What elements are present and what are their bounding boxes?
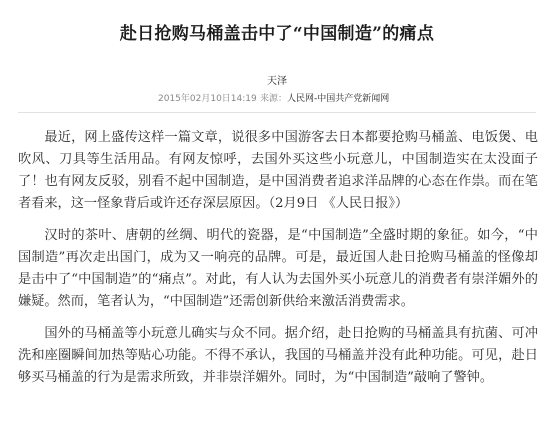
paragraph-3: 国外的马桶盖等小玩意儿确实与众不同。据介绍，赴日抢购的马桶盖具有抗菌、可冲洗和座圈瞬间加热等贴心功能。不得不承认，我国的马桶盖并没有此种功能。可见，赴日够买马桶盖的行为是需求所致，并非崇洋媚外。同时，为“中国制造”敲响了警钟。: [18, 326, 538, 385]
publish-datetime: 2015年02月10日14:19: [158, 94, 257, 104]
paragraph-1: 最近，网上盛传这样一篇文章，说很多中国游客去日本都要抢购马桶盖、电饭煲、电吹风、刀具等生活用品。有网友惊呼，去国外买这些小玩意儿，中国制造实在太没面子了！也有网友反驳，别看不起中国制造，是中国消费者追求洋品牌的心态在作祟。而在笔者看来，这一怪象背后或许还存深层原因。（2月9日 《人民日报》）: [18, 130, 538, 211]
article-title: 赴日抢购马桶盖击中了“中国制造”的痛点: [119, 24, 435, 44]
header-divider: [18, 112, 536, 113]
article-meta: [0, 91, 554, 105]
source-line: [260, 91, 389, 104]
article-body: [18, 127, 538, 399]
source-label: 来源：: [260, 94, 288, 104]
source-link[interactable]: 人民网-中国共产党新闻网: [287, 94, 390, 104]
paragraph-2: 汉时的茶叶、唐朝的丝绸、明代的瓷器，是“中国制造”全盛时期的象征。如今，“中国制造”再次走出国门，成为又一响亮的品牌。可是，最近国人赴日抢购马桶盖的怪像却是击中了“中国制造”的“痛点”。对此，有人认为去国外买小玩意儿的消费者有崇洋媚外的嫌疑。然而，笔者认为，“中国制造”还需创新供给来激活消费需求。: [18, 228, 538, 309]
article-author: 天泽: [267, 76, 287, 87]
